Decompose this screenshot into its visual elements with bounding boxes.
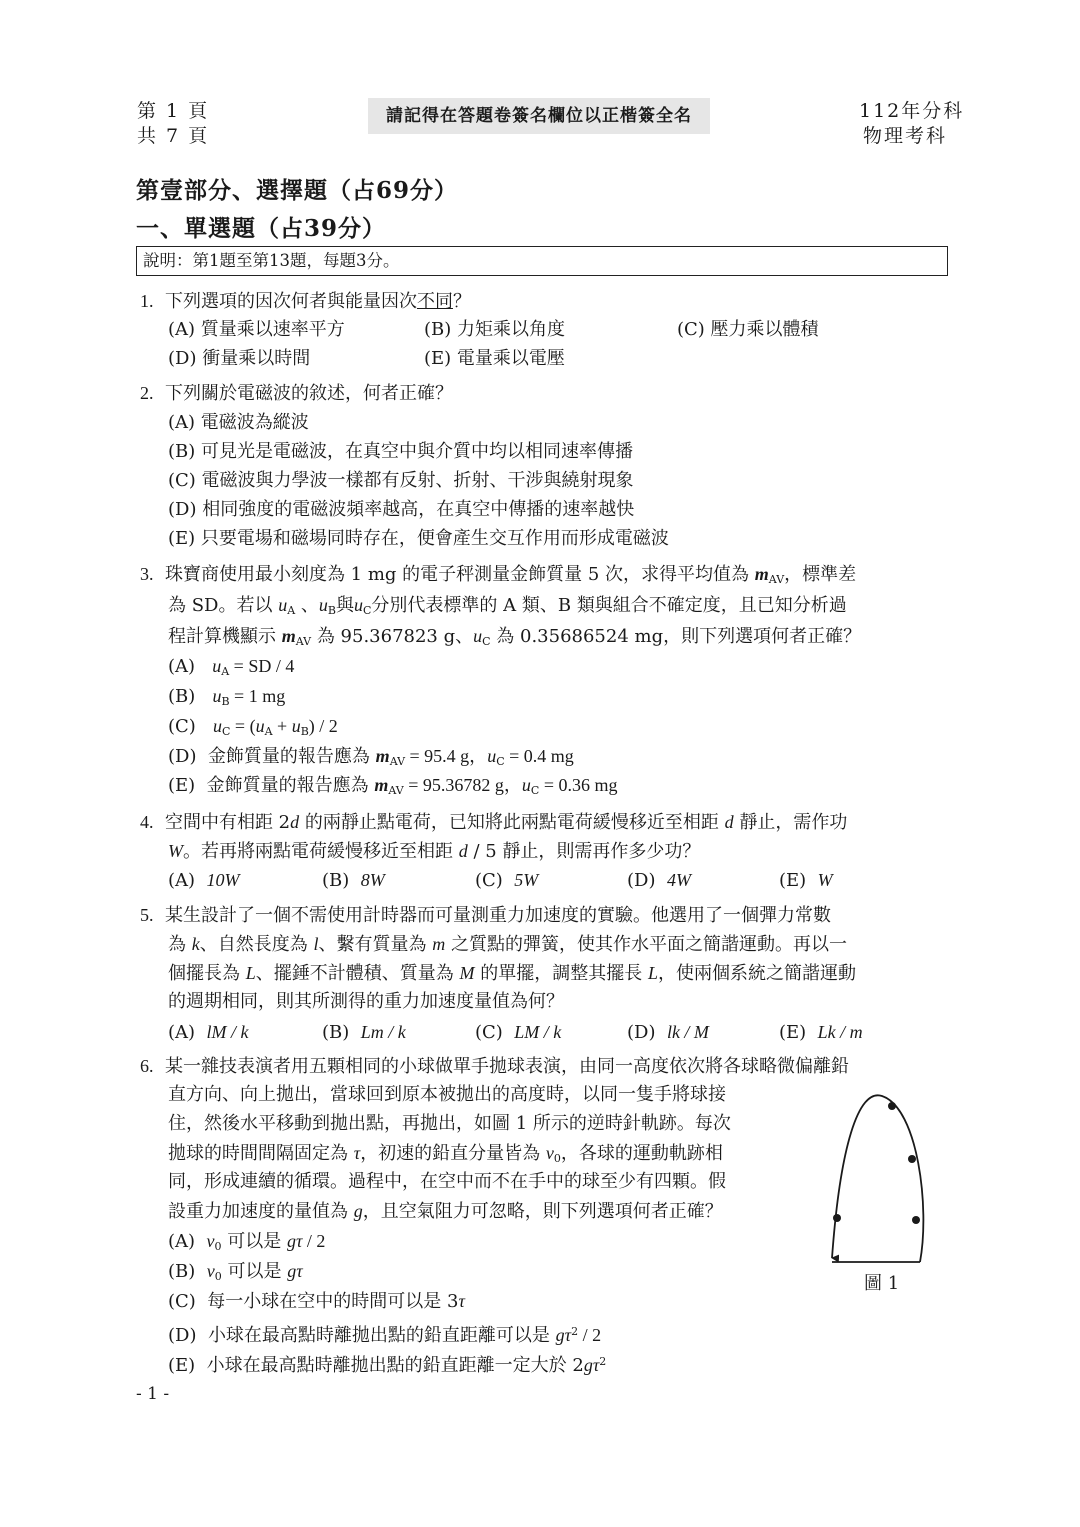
ball-2 — [908, 1155, 916, 1163]
q3-a-label: (A) — [168, 656, 196, 677]
q4-option-e: (E) W — [779, 870, 833, 891]
q1-option-a: (A) 質量乘以速率平方 — [168, 319, 345, 340]
q4-option-b: (B) 8W — [322, 870, 385, 891]
q3-text: 程計算機顯示 — [168, 626, 282, 647]
q5-option-c: (C) LM / k — [475, 1022, 562, 1043]
q3-av-sub: AV — [295, 635, 312, 648]
q3-number: 3. — [140, 564, 154, 584]
q3-text: 為 SD。若以 — [168, 595, 279, 616]
q3-u-symbol: u — [278, 595, 288, 615]
q5-option-a: (A) lM / k — [168, 1022, 249, 1043]
q1-option-c: (C) 壓力乘以體積 — [677, 319, 819, 340]
question-3-line-3 — [168, 624, 861, 654]
q3-option-c: (C) $u_C = (u_A + u_B) / 2$ — [168, 716, 338, 738]
q3-sub: B — [327, 604, 336, 617]
question-6-line-5: 同，形成連續的循環。過程中，在空中而不在手中的球至少有四顆。假 — [168, 1171, 726, 1192]
trajectory-arc — [832, 1095, 923, 1262]
q5-number: 5. — [140, 905, 154, 925]
q2-stem: 下列關於電磁波的敘述，何者正確？ — [164, 383, 453, 404]
q3-text: 、 — [295, 595, 319, 616]
question-4-line-2: W。若再將兩點電荷緩慢移近至相距 d / 5 靜止，則需再作多少功？ — [168, 841, 701, 862]
question-6-line-1: 6. 某一雜技表演者用五顆相同的小球做單手拋球表演，由同一高度依次將各球略微偏離鉛 — [140, 1056, 849, 1077]
q3-option-a: (A) $u_A$ = SD / 4 — [168, 656, 295, 678]
q3-sub: C — [482, 635, 491, 648]
q1-option-b: (B) 力矩乘以角度 — [424, 319, 565, 340]
question-6-line-2: 直方向、向上拋出，當球回到原本被拋出的高度時，以同一隻手將球接 — [168, 1084, 726, 1105]
page-total: 共 7 頁 — [137, 125, 210, 147]
q5-option-b: (B) Lm / k — [322, 1022, 406, 1043]
q1-option-e: (E) 電量乘以電壓 — [424, 348, 565, 369]
q6-option-c: (C) 每一小球在空中的時間可以是 3τ — [168, 1291, 465, 1312]
q6-option-a: (A) $v_0$ 可以是 gτ / 2 — [168, 1231, 326, 1253]
figure-1-label: 圖 1 — [864, 1273, 900, 1294]
q6-option-e: (E) 小球在最高點時離拋出點的鉛直距離一定大於 $2g\tau^2$ — [168, 1355, 607, 1376]
q1-stem: 下列選項的因次何者與能量因次 — [164, 291, 417, 312]
q3-e-label: (E) — [168, 775, 196, 796]
ball-4 — [833, 1214, 841, 1222]
q3-av-sub: AV — [768, 573, 785, 586]
q1-option-d: (D) 衝量乘以時間 — [168, 348, 311, 369]
q2-option-e: (E) 只要電場和磁場同時存在，便會產生交互作用而形成電磁波 — [168, 528, 669, 549]
question-3-line-1 — [140, 562, 856, 592]
q3-text: ，標準差 — [784, 564, 857, 585]
q4-number: 4. — [140, 812, 154, 832]
q1-stem-end: ？ — [452, 291, 471, 312]
q4-option-c: (C) 5W — [475, 870, 539, 891]
q4-option-a: (A) 10W — [168, 870, 240, 891]
question-6-line-6: 設重力加速度的量值為 g，且空氣阻力可忽略，則下列選項何者正確？ — [168, 1201, 723, 1222]
q4-text: 空間中有相距 2 — [164, 812, 291, 833]
q3-text: 為 0.35686524 mg，則下列選項何者正確？ — [490, 626, 862, 647]
exam-year: 112年分科 — [859, 100, 965, 122]
q3-m-symbol: m — [281, 626, 296, 646]
q3-option-e: (E) 金飾質量的報告應為 $m_{AV} = 95.36782$ g，$u_C = 0.36$ mg — [168, 775, 618, 797]
q6-option-d: (D) 小球在最高點時離拋出點的鉛直距離可以是 $g\tau^2 / 2$ — [168, 1325, 602, 1346]
q4-option-d: (D) 4W — [627, 870, 691, 891]
q3-d-label: (D) — [168, 746, 197, 767]
q3-b-label: (B) — [168, 686, 196, 707]
question-1 — [140, 289, 471, 314]
q3-text: 與 — [336, 595, 354, 616]
q3-option-b: (B) $u_B = 1$ mg — [168, 686, 286, 708]
q5-option-d: (D) lk / M — [627, 1022, 709, 1043]
q6-option-b: (B) $v_0$ 可以是 gτ — [168, 1261, 303, 1283]
q2-option-d: (D) 相同強度的電磁波頻率越高，在真空中傳播的速率越快 — [168, 499, 635, 520]
question-6-line-3: 住，然後水平移動到拋出點，再拋出，如圖 1 所示的逆時針軌跡。每次 — [168, 1113, 731, 1134]
instruction-text: 說明：第1題至第13題，每題3分。 — [143, 251, 400, 270]
q3-u-symbol: u — [473, 626, 483, 646]
instruction-box — [136, 246, 948, 276]
ball-3 — [912, 1216, 920, 1224]
q2-option-b: (B) 可見光是電磁波，在真空中與介質中均以相同速率傳播 — [168, 441, 633, 462]
question-5-line-3: 個擺長為 L、擺錘不計體積、質量為 M 的單擺，調整其擺長 L，使兩個系統之簡諧運動 — [168, 963, 856, 984]
q6-number: 6. — [140, 1056, 154, 1076]
q3-u-symbol: u — [354, 595, 363, 615]
q3-sub: C — [363, 604, 372, 617]
question-6-line-4: 拋球的時間間隔固定為 τ，初速的鉛直分量皆為 $v_0$，各球的運動軌跡相 — [168, 1143, 723, 1165]
signature-notice: 請記得在答題卷簽名欄位以正楷簽全名 — [368, 98, 710, 134]
ball-1 — [888, 1102, 896, 1110]
q2-number: 2. — [140, 383, 154, 403]
q3-option-d: (D) 金飾質量的報告應為 $m_{AV} = 95.4$ g，$u_C = 0.4$ mg — [168, 746, 574, 768]
q1-number: 1. — [140, 291, 154, 311]
q2-option-c: (C) 電磁波與力學波一樣都有反射、折射、干涉與繞射現象 — [168, 470, 634, 491]
section-title: 一、單選題（占39分） — [136, 215, 387, 242]
q3-text: 珠寶商使用最小刻度為 1 mg 的電子秤測量金飾質量 5 次，求得平均值為 — [164, 564, 755, 585]
q1-stem-underline: 不同 — [416, 291, 453, 312]
exam-subject: 物理考科 — [863, 125, 948, 147]
q2-option-a: (A) 電磁波為縱波 — [168, 412, 309, 433]
part-title: 第壹部分、選擇題（占69分） — [136, 177, 459, 204]
q5-option-e: (E) Lk / m — [779, 1022, 863, 1043]
q3-sub: A — [287, 604, 296, 617]
page-footer: - 1 - — [136, 1384, 170, 1404]
q3-c-label: (C) — [168, 716, 196, 737]
q3-m-symbol: m — [754, 564, 769, 584]
question-3-line-2 — [168, 593, 847, 623]
page-number: 第 1 頁 — [137, 100, 210, 122]
q3-u-symbol: u — [318, 595, 328, 615]
figure-1-trajectory — [820, 1088, 940, 1268]
question-5-line-4: 的週期相同，則其所測得的重力加速度量值為何？ — [168, 991, 564, 1012]
q3-text: 為 95.367823 g、 — [311, 626, 474, 647]
question-5-line-2: 為 k、自然長度為 l、繫有質量為 m 之質點的彈簧，使其作水平面之簡諧運動。再以一 — [168, 934, 847, 955]
q3-text: 分別代表標準的 A 類、B 類與組合不確定度，且已知分析過 — [371, 595, 847, 616]
question-4-line-1: 4. 空間中有相距 2d 的兩靜止點電荷，已知將此兩點電荷緩慢移近至相距 d 靜止，需作功 — [140, 812, 848, 833]
question-5-line-1: 5. 某生設計了一個不需使用計時器而可量測重力加速度的實驗。他選用了一個彈力常數 — [140, 905, 831, 926]
question-2 — [140, 381, 453, 406]
